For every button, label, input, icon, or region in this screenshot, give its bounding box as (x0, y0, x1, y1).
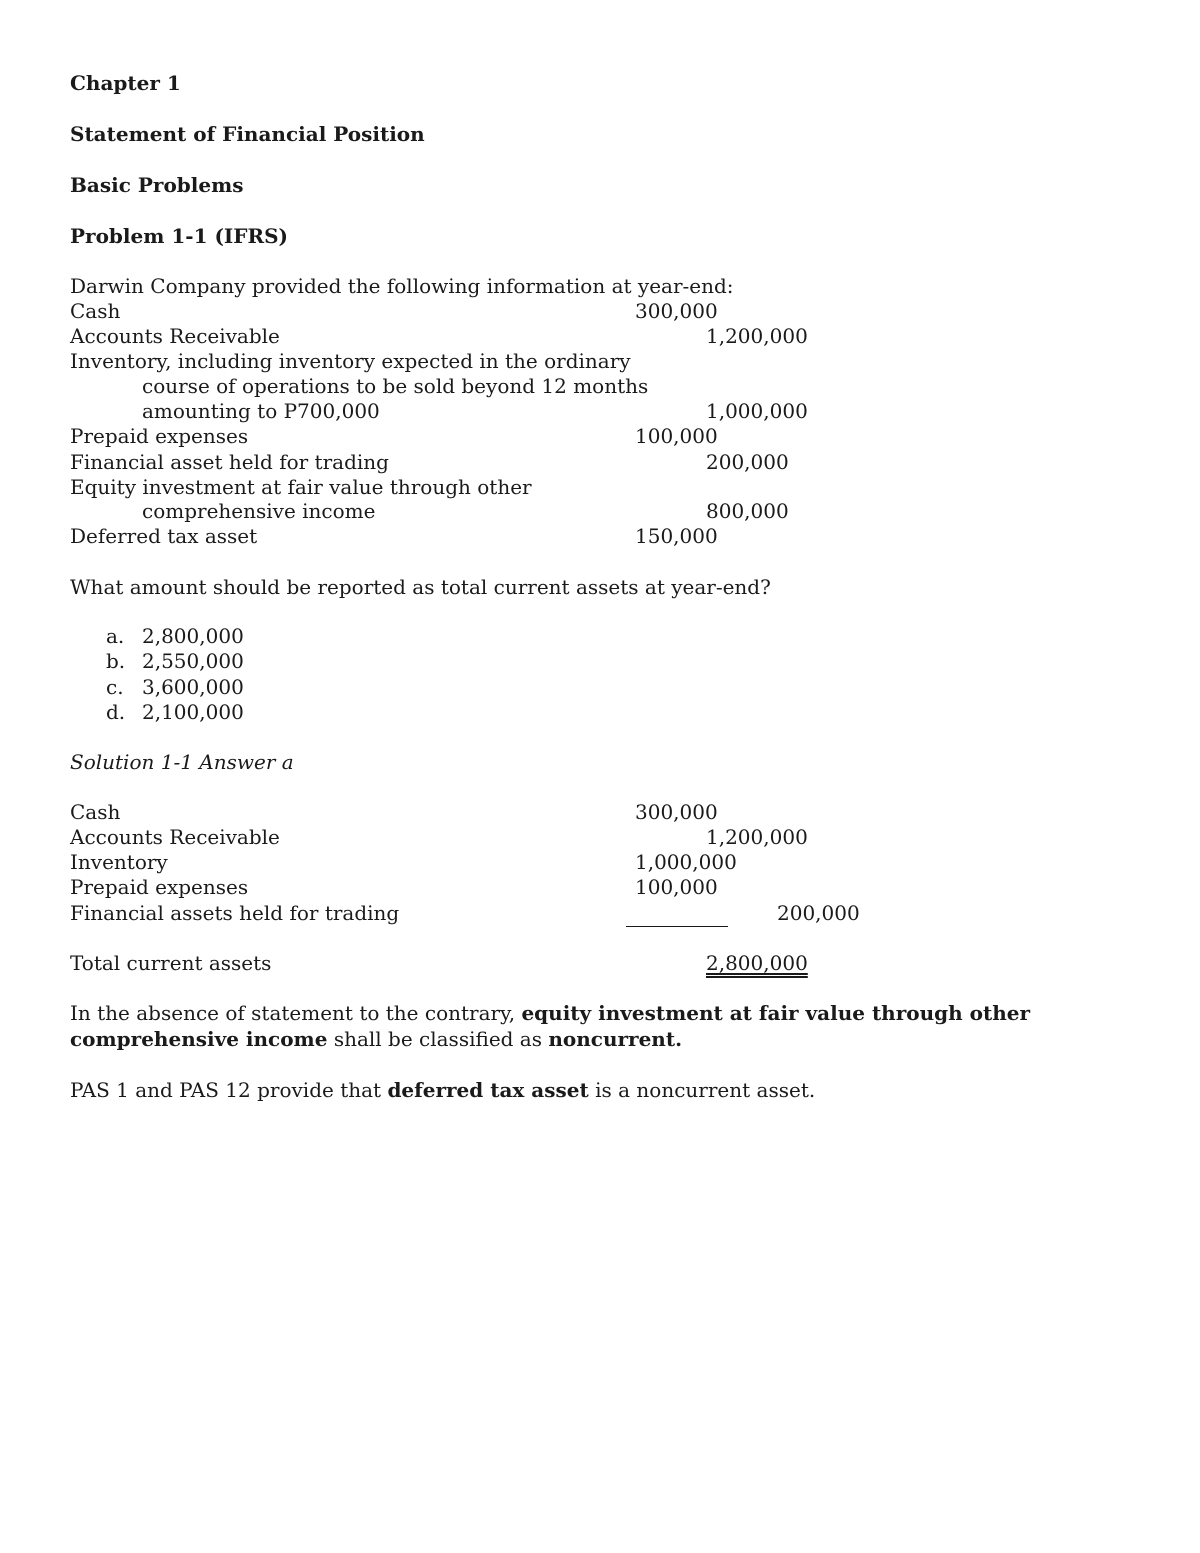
solution-item-amount: 100,000 (635, 875, 718, 899)
solution-heading: Solution 1-1 Answer a (70, 750, 294, 774)
solution-item-label: Financial assets held for trading (70, 901, 400, 925)
section-heading: Basic Problems (70, 173, 244, 197)
problem-heading: Problem 1-1 (IFRS) (70, 224, 288, 248)
solution-item-amount: 1,200,000 (706, 825, 808, 849)
solution-item-label: Cash (70, 800, 121, 824)
item-label: Financial asset held for trading (70, 450, 389, 474)
note-text: In the absence of statement to the contrary, (70, 1001, 516, 1025)
choice-letter: d. (106, 700, 126, 724)
solution-item-label: Prepaid expenses (70, 875, 249, 899)
problem-question: What amount should be reported as total current assets at year-end? (70, 575, 771, 599)
note-text: shall be classified as (333, 1027, 542, 1051)
solution-item-amount: 200,000 (777, 901, 860, 925)
item-label: Cash (70, 299, 121, 323)
item-amount: 150,000 (635, 524, 718, 548)
note-emphasis: deferred tax asset (387, 1078, 589, 1102)
choice-letter: b. (106, 649, 126, 673)
choice-value: 2,550,000 (142, 649, 244, 673)
note-paragraph-line (70, 1027, 682, 1051)
note-text: is a noncurrent asset. (595, 1078, 816, 1102)
page-title: Statement of Financial Position (70, 122, 425, 146)
note-emphasis: equity investment at fair value through other (521, 1001, 1031, 1025)
item-amount: 200,000 (706, 450, 789, 474)
note-paragraph-line (70, 1001, 1030, 1025)
note-emphasis: noncurrent. (548, 1027, 683, 1051)
subtotal-rule (626, 926, 728, 927)
note-text: PAS 1 and PAS 12 provide that (70, 1078, 382, 1102)
problem-intro: Darwin Company provided the following information at year-end: (70, 274, 734, 298)
item-label: Accounts Receivable (70, 324, 280, 348)
item-amount: 300,000 (635, 299, 718, 323)
choice-value: 3,600,000 (142, 675, 244, 699)
choice-value: 2,800,000 (142, 624, 244, 648)
total-amount: 2,800,000 (706, 951, 808, 975)
item-label-continued: course of operations to be sold beyond 12 months (142, 374, 649, 398)
choice-letter: c. (106, 675, 124, 699)
solution-item-label: Accounts Receivable (70, 825, 280, 849)
item-amount: 1,000,000 (706, 399, 808, 423)
choice-letter: a. (106, 624, 125, 648)
solution-item-amount: 300,000 (635, 800, 718, 824)
solution-item-label: Inventory (70, 850, 168, 874)
solution-item-amount: 1,000,000 (635, 850, 737, 874)
item-label-continued: comprehensive income (142, 499, 376, 523)
note-emphasis: comprehensive income (70, 1027, 328, 1051)
chapter-heading: Chapter 1 (70, 71, 181, 95)
item-amount: 1,200,000 (706, 324, 808, 348)
item-label: Prepaid expenses (70, 424, 249, 448)
item-amount: 100,000 (635, 424, 718, 448)
choice-value: 2,100,000 (142, 700, 244, 724)
item-amount: 800,000 (706, 499, 789, 523)
item-label-continued: amounting to P700,000 (142, 399, 380, 423)
note-paragraph-line (70, 1078, 815, 1102)
item-label: Deferred tax asset (70, 524, 258, 548)
total-label: Total current assets (70, 951, 272, 975)
item-label: Equity investment at fair value through other (70, 475, 532, 499)
item-label: Inventory, including inventory expected in the ordinary (70, 349, 631, 373)
